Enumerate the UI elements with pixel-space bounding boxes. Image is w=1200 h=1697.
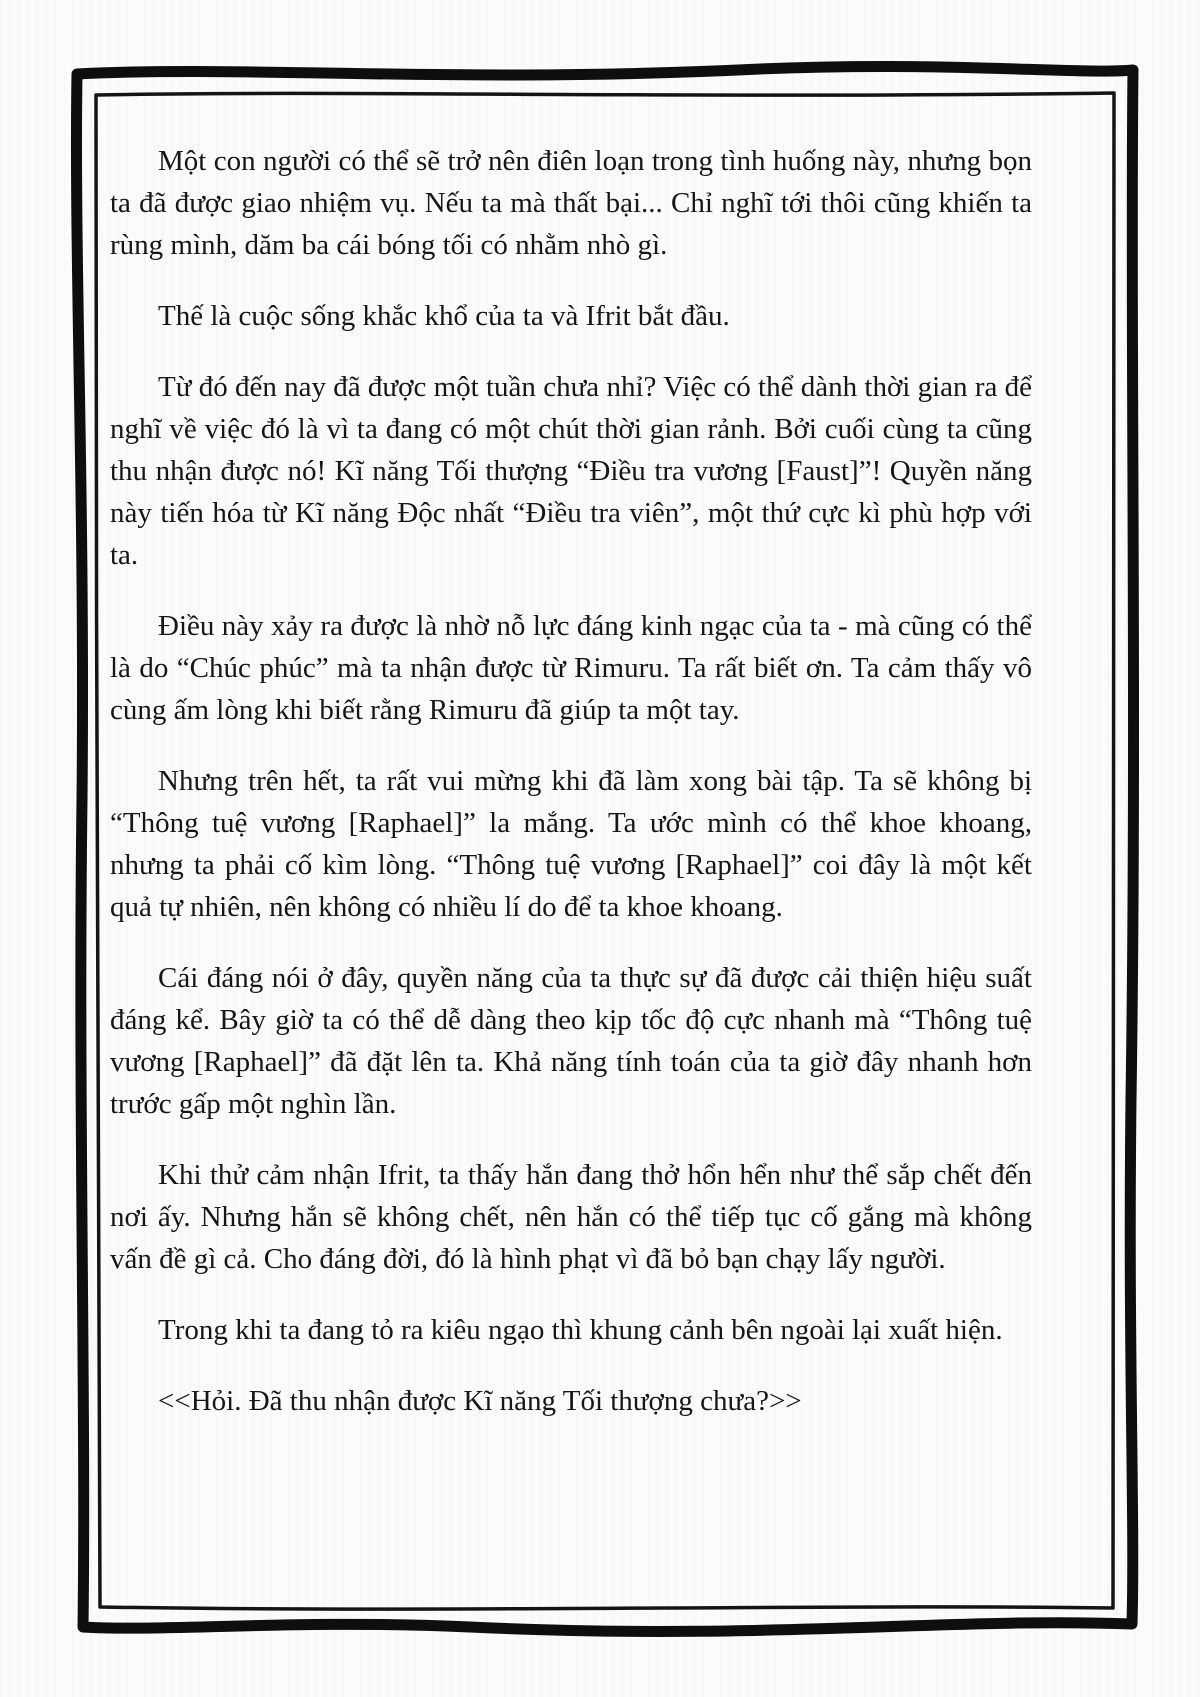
paragraph: Thế là cuộc sống khắc khổ của ta và Ifrit bắt đầu. [158,300,730,332]
paragraph: Nhưng trên hết, ta rất vui mừng khi đã làm xong bài tập. Ta sẽ không bị “Thông tuệ vương [Raphael]” la mắng. Ta ước mình có thể khoe khoang, nhưng ta phải cố kìm lòng. “Thông tuệ vương [Raphael]” coi đây là một kết quả tự nhiên, nên không có nhiều lí do để ta khoe khoang. [110,765,1032,923]
paragraph: Điều này xảy ra được là nhờ nỗ lực đáng kinh ngạc của ta - mà cũng có thể là do “Chúc phúc” mà ta nhận được từ Rimuru. Ta rất biết ơn. Ta cảm thấy vô cùng ấm lòng khi biết rằng Rimuru đã giúp ta một tay. [110,610,1032,726]
paragraph: Trong khi ta đang tỏ ra kiêu ngạo thì khung cảnh bên ngoài lại xuất hiện. [158,1314,1003,1346]
paragraph: Từ đó đến nay đã được một tuần chưa nhỉ? Việc có thể dành thời gian ra để nghĩ về việc đó là vì ta đang có một chút thời gian rảnh. Bởi cuối cùng ta cũng thu nhận được nó! Kĩ năng Tối thượng “Điều tra vương [Faust]”! Quyền năng này tiến hóa từ Kĩ năng Độc nhất “Điều tra viên”, một thứ cực kì phù hợp với ta. [110,371,1032,571]
paragraph: Khi thử cảm nhận Ifrit, ta thấy hắn đang thở hổn hển như thể sắp chết đến nơi ấy. Nhưng hắn sẽ không chết, nên hắn có thể tiếp tục cố gắng mà không vấn đề gì cả. Cho đáng đời, đó là hình phạt vì đã bỏ bạn chạy lấy người. [110,1159,1032,1275]
paragraph: Một con người có thể sẽ trở nên điên loạn trong tình huống này, nhưng bọn ta đã được giao nhiệm vụ. Nếu ta mà thất bại... Chỉ nghĩ tới thôi cũng khiến ta rùng mình, dăm ba cái bóng tối có nhằm nhò gì. [110,145,1032,261]
paragraph: Cái đáng nói ở đây, quyền năng của ta thực sự đã được cải thiện hiệu suất đáng kể. Bây giờ ta có thể dễ dàng theo kịp tốc độ cực nhanh mà “Thông tuệ vương [Raphael]” đã đặt lên ta. Khả năng tính toán của ta giờ đây nhanh hơn trước gấp một nghìn lần. [110,962,1032,1120]
dialogue-line: <<Hỏi. Đã thu nhận được Kĩ năng Tối thượng chưa?>> [158,1385,802,1417]
page-text [110,140,1032,1451]
